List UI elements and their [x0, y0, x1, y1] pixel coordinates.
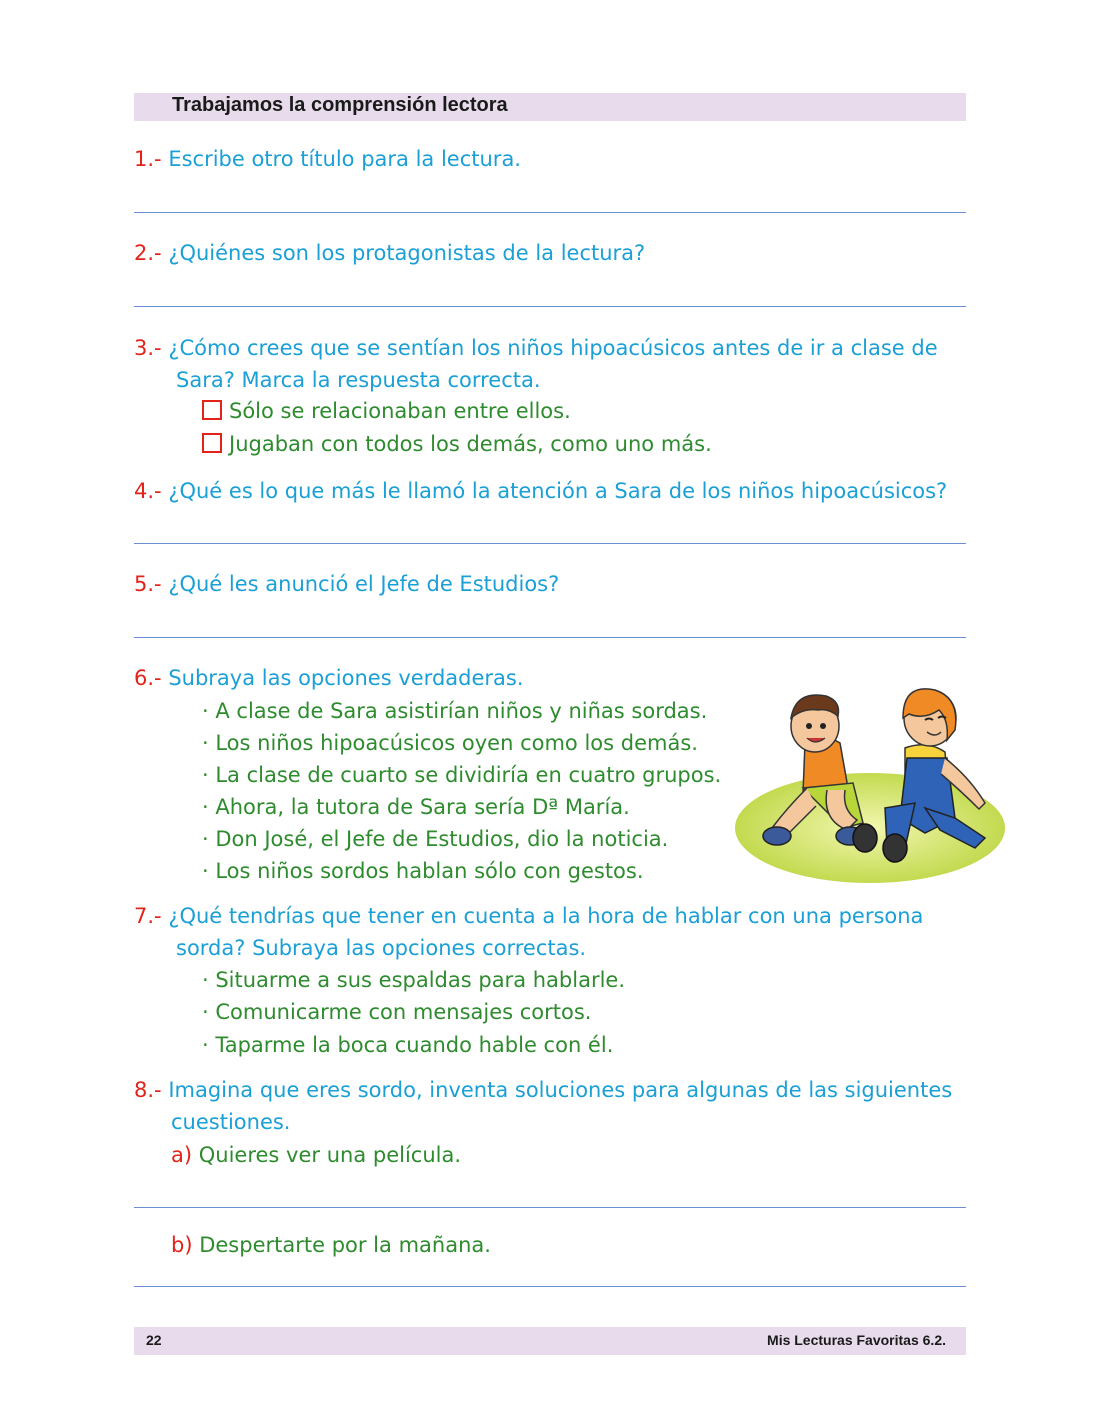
question-3-continued: Sara? Marca la respuesta correcta. — [176, 368, 541, 392]
statement-option[interactable]: · Taparme la boca cuando hable con él. — [202, 1033, 614, 1057]
question-number: 5.- — [134, 572, 162, 596]
question-number: 7.- — [134, 904, 162, 928]
subquestion-label: b) — [171, 1233, 193, 1257]
question-5 — [134, 571, 559, 597]
question-6 — [134, 665, 524, 691]
answer-line-2[interactable] — [134, 306, 966, 307]
subquestion-text: Quieres ver una película. — [198, 1143, 462, 1167]
subquestion-label: a) — [171, 1143, 193, 1167]
statement-option[interactable]: · A clase de Sara asistirían niños y niñas sordas. — [202, 699, 708, 723]
page-number: 22 — [146, 1332, 162, 1348]
subquestion-a — [171, 1142, 461, 1168]
checkbox-option-2[interactable] — [202, 431, 712, 457]
answer-line-4[interactable] — [134, 543, 966, 544]
question-number: 4.- — [134, 479, 162, 503]
statement-option[interactable]: · Comunicarme con mensajes cortos. — [202, 1000, 592, 1024]
question-7-continued: sorda? Subraya las opciones correctas. — [176, 936, 587, 960]
checkbox-icon[interactable] — [202, 400, 222, 420]
page-footer — [134, 1327, 966, 1355]
statement-option[interactable]: · Los niños hipoacúsicos oyen como los demás. — [202, 731, 698, 755]
section-title: Trabajamos la comprensión lectora — [172, 94, 508, 116]
question-8 — [134, 1077, 952, 1103]
answer-line-1[interactable] — [134, 212, 966, 213]
question-4 — [134, 478, 947, 504]
checkbox-icon[interactable] — [202, 433, 222, 453]
statement-option[interactable]: · La clase de cuarto se dividiría en cuatro grupos. — [202, 763, 722, 787]
question-text: ¿Quiénes son los protagonistas de la lectura? — [168, 241, 646, 265]
statement-option[interactable]: · Situarme a sus espaldas para hablarle. — [202, 968, 626, 992]
question-number: 3.- — [134, 336, 162, 360]
subquestion-text: Despertarte por la mañana. — [199, 1233, 491, 1257]
question-8-continued: cuestiones. — [171, 1110, 291, 1134]
question-text: Escribe otro título para la lectura. — [168, 147, 521, 171]
subquestion-b — [171, 1232, 491, 1258]
question-number: 6.- — [134, 666, 162, 690]
question-number: 2.- — [134, 241, 162, 265]
book-title: Mis Lecturas Favoritas 6.2. — [767, 1332, 946, 1348]
question-3 — [134, 335, 938, 361]
question-text: ¿Qué es lo que más le llamó la atención a Sara de los niños hipoacúsicos? — [168, 479, 948, 503]
checkbox-option-1[interactable] — [202, 398, 571, 424]
option-text: Jugaban con todos los demás, como uno más. — [229, 432, 712, 456]
question-text: ¿Qué les anunció el Jefe de Estudios? — [168, 572, 560, 596]
answer-line-5[interactable] — [134, 637, 966, 638]
statement-option[interactable]: · Don José, el Jefe de Estudios, dio la noticia. — [202, 827, 669, 851]
question-number: 8.- — [134, 1078, 162, 1102]
question-text: Subraya las opciones verdaderas. — [168, 666, 524, 690]
question-1 — [134, 146, 521, 172]
statement-option[interactable]: · Los niños sordos hablan sólo con gestos. — [202, 859, 644, 883]
question-text: Imagina que eres sordo, inventa soluciones para algunas de las siguientes — [168, 1078, 953, 1102]
question-number: 1.- — [134, 147, 162, 171]
question-2 — [134, 240, 645, 266]
section-header — [134, 93, 966, 121]
option-text: Sólo se relacionaban entre ellos. — [229, 399, 571, 423]
children-sitting-illustration — [735, 688, 1005, 888]
question-7 — [134, 903, 923, 929]
question-text: ¿Cómo crees que se sentían los niños hipoacúsicos antes de ir a clase de — [168, 336, 938, 360]
question-text: ¿Qué tendrías que tener en cuenta a la hora de hablar con una persona — [168, 904, 924, 928]
answer-line-8b[interactable] — [134, 1286, 966, 1287]
answer-line-8a[interactable] — [134, 1207, 966, 1208]
statement-option[interactable]: · Ahora, la tutora de Sara sería Dª María. — [202, 795, 630, 819]
